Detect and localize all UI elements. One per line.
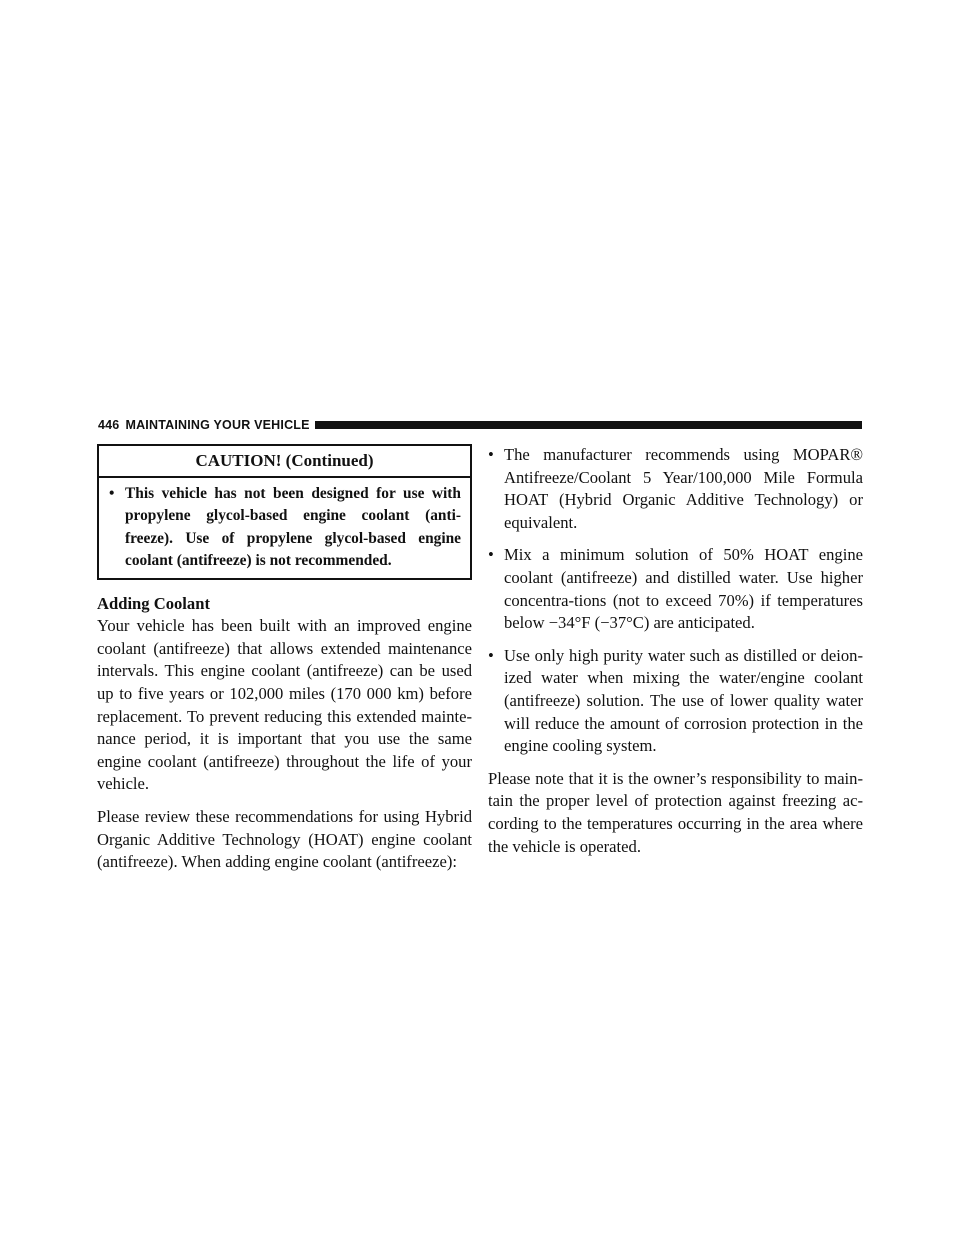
- caution-box: [97, 444, 472, 580]
- bullet-icon: •: [488, 445, 494, 464]
- list-item-text: The manufacturer recommends using MOPAR® Antifreeze/Coolant 5 Year/100,000 Mile Formula HOAT (Hybrid Organic Additive Technology) or equivalent.: [504, 445, 863, 532]
- list-item-text: Mix a minimum solution of 50% HOAT engine coolant (antifreeze) and distilled water. Use higher concentra-tions (not to exceed 70%) if temperatures below −34°F (−37°C) are anticipated.: [504, 545, 863, 633]
- paragraph: Please note that it is the owner’s responsibility to main-tain the proper level of protection against freezing ac-cording to the temperatures occurring in the area where the vehicle is operated.: [488, 768, 863, 856]
- caution-title: CAUTION! (Continued): [99, 446, 470, 478]
- caution-body: [99, 478, 470, 578]
- section-title: MAINTAINING YOUR VEHICLE: [125, 418, 310, 432]
- right-column: [488, 444, 863, 868]
- caution-bullet: [109, 483, 461, 573]
- bullet-icon: •: [109, 484, 115, 502]
- left-column: [97, 444, 472, 884]
- list-item: [488, 645, 863, 758]
- section-heading: Adding Coolant: [97, 593, 210, 613]
- bullet-icon: •: [488, 645, 494, 665]
- caution-text: This vehicle has not been designed for use with propylene glycol-based engine coolant (anti-freeze). Use of propylene glycol-based engine coolant (antifreeze) is not recommended.: [125, 484, 461, 570]
- paragraph: Please review these recommendations for using Hybrid Organic Additive Technology (HOAT) engine coolant (antifreeze). When adding engine coolant (antifreeze):: [97, 806, 472, 872]
- header-rule: [315, 421, 862, 429]
- bullet-icon: •: [488, 545, 494, 565]
- page-number: 446: [98, 418, 120, 432]
- list-item: [488, 444, 863, 534]
- list-item-text: Use only high purity water such as distilled or deion-ized water when mixing the water/engine coolant (antifreeze) solution. The use of lower quality water will reduce the amount of corrosion protection in the engine cooling system.: [504, 645, 863, 756]
- paragraph: Your vehicle has been built with an improved engine coolant (antifreeze) that allows extended maintenance intervals. This engine coolant (antifreeze) can be used up to five years or 102,000 miles (170 000 km) before replacement. To prevent reducing this extended mainte-nance period, it is important that you use the same engine coolant (antifreeze) throughout the life of your vehicle.: [97, 616, 472, 794]
- list-item: [488, 544, 863, 634]
- page-header: [98, 414, 862, 436]
